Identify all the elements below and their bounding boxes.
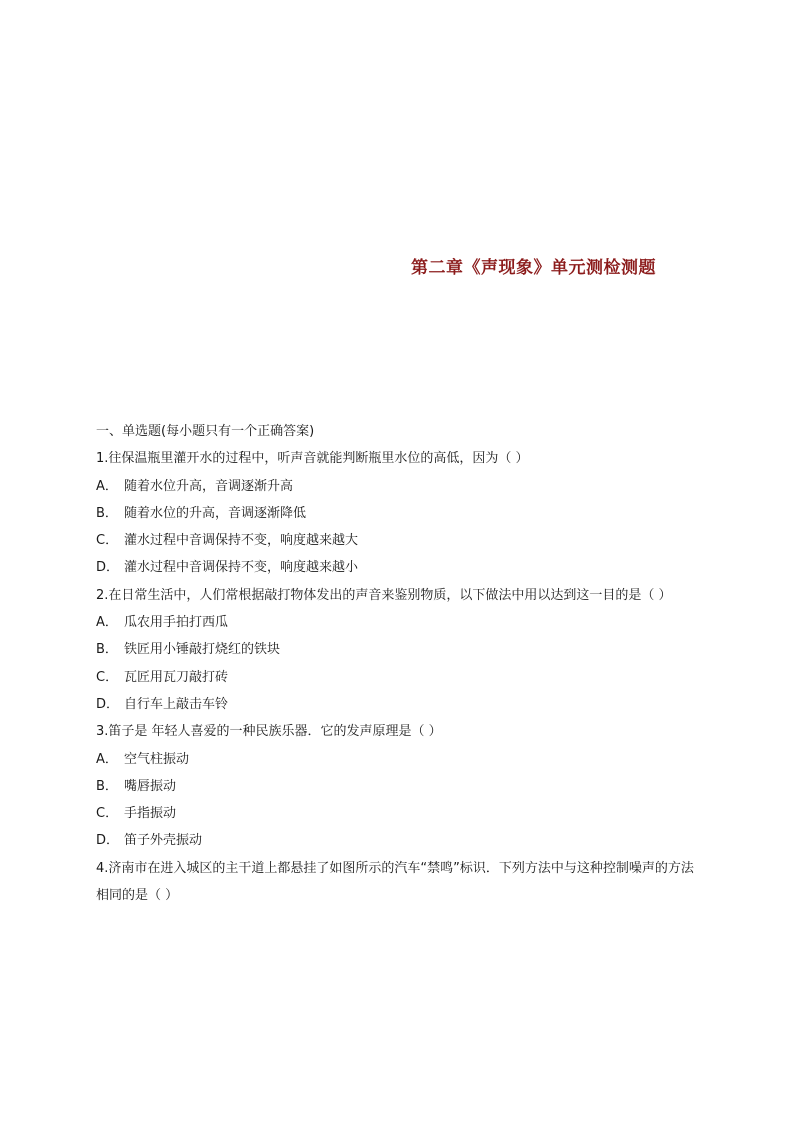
option-2c <box>96 664 700 691</box>
question-stem-1: 1.往保温瓶里灌开水的过程中，听声音就能判断瓶里水位的高低，因为（ ） <box>96 451 529 467</box>
option-2a <box>96 609 700 636</box>
option-1a <box>96 473 700 500</box>
option-letter: D． <box>96 696 120 712</box>
option-text: 随着水位的升高，音调逐渐降低 <box>124 505 307 521</box>
document-title: 第二章《声现象》单元测检测题 <box>411 258 656 278</box>
question-stem-4: 4.济南市在进入城区的主干道上都悬挂了如图所示的汽车“禁鸣”标识．下列方法中与这种控制噪声的方法相同的是（ ） <box>96 860 694 904</box>
option-text: 笛子外壳振动 <box>124 833 203 849</box>
option-letter: D． <box>96 560 120 576</box>
option-3c <box>96 800 700 827</box>
option-letter: B． <box>96 778 118 794</box>
option-text: 嘴唇振动 <box>124 778 177 794</box>
option-text: 瓦匠用瓦刀敲打砖 <box>124 669 229 685</box>
option-3b <box>96 773 700 800</box>
question-stem-3: 3.笛子是 年轻人喜爱的一种民族乐器．它的发声原理是（ ） <box>96 724 442 740</box>
option-letter: B． <box>96 642 118 658</box>
option-1b <box>96 500 700 527</box>
option-letter: A． <box>96 478 118 494</box>
option-3d <box>96 827 700 854</box>
option-letter: A． <box>96 615 118 631</box>
option-letter: C． <box>96 533 119 549</box>
section-heading: 一、单选题(每小题只有一个正确答案) <box>96 424 315 439</box>
option-1d <box>96 554 700 581</box>
option-letter: A． <box>96 751 118 767</box>
option-letter: C． <box>96 669 119 685</box>
option-3a <box>96 746 700 773</box>
option-letter: D． <box>96 833 120 849</box>
question-list <box>96 418 700 909</box>
question-stem-2: 2.在日常生活中，人们常根据敲打物体发出的声音来鉴别物质，以下做法中用以达到这一目的是（ ） <box>96 587 672 603</box>
option-text: 灌水过程中音调保持不变，响度越来越大 <box>124 533 359 549</box>
option-2d <box>96 691 700 718</box>
option-text: 手指振动 <box>124 806 177 822</box>
option-text: 自行车上敲击车铃 <box>124 696 229 712</box>
option-text: 瓜农用手拍打西瓜 <box>124 615 229 631</box>
option-letter: B． <box>96 505 118 521</box>
option-text: 灌水过程中音调保持不变，响度越来越小 <box>124 560 359 576</box>
option-text: 空气柱振动 <box>124 751 190 767</box>
option-text: 随着水位升高，音调逐渐升高 <box>124 478 294 494</box>
option-2b <box>96 636 700 663</box>
option-1c <box>96 527 700 554</box>
option-letter: C． <box>96 806 119 822</box>
option-text: 铁匠用小锤敲打烧红的铁块 <box>124 642 281 658</box>
